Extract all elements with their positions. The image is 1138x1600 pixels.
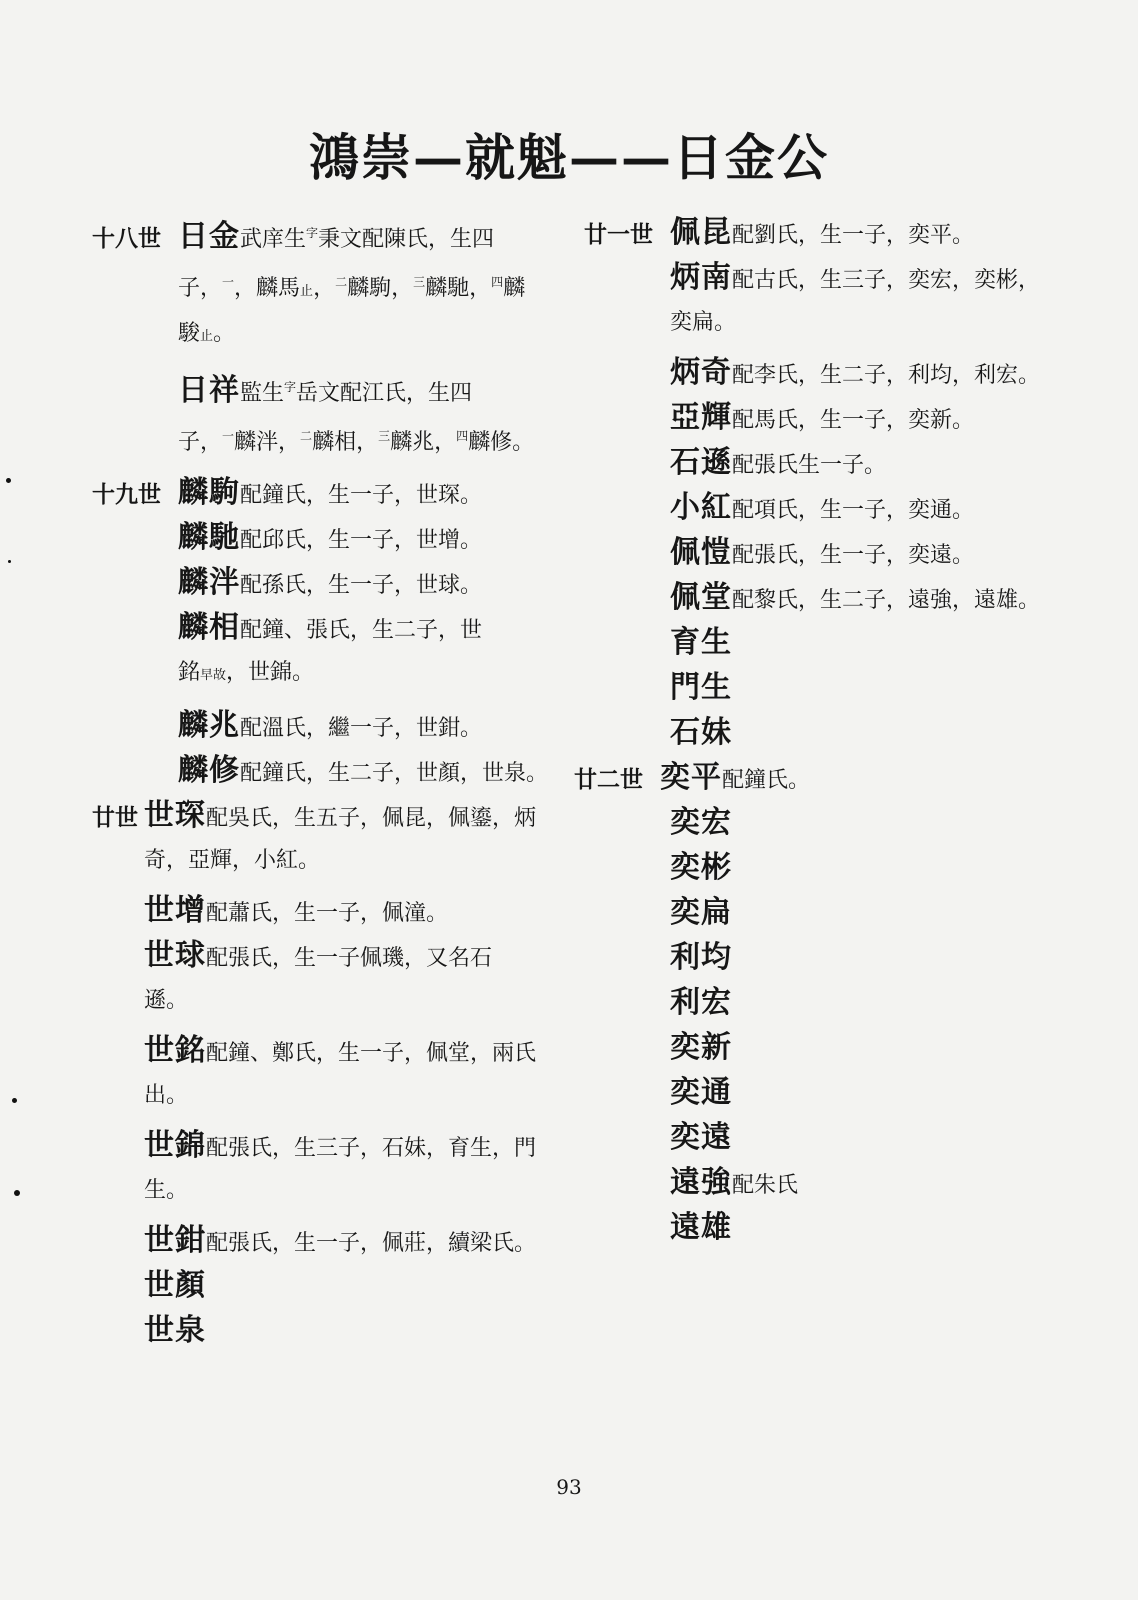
entry-text: 銘	[178, 660, 201, 685]
person-name-shiquan: 世泉	[144, 1313, 206, 1348]
person-name-rixiang: 日祥	[178, 373, 240, 408]
entry-text: 配黎氏，生二子，遠強，遠雄。	[732, 588, 1041, 613]
entry-linchi	[92, 517, 562, 562]
entry-text: 配李氏，生二子，利均，利宏。	[732, 363, 1041, 388]
entry-shijin	[92, 1125, 562, 1212]
person-name-yahui: 亞輝	[670, 400, 732, 435]
order-number: 四	[491, 275, 504, 289]
page-number: 93	[556, 1475, 582, 1499]
entry-text: 配朱氏	[732, 1173, 799, 1198]
person-name-yibian: 奕扁	[670, 895, 732, 930]
entry-text: ，	[313, 276, 336, 301]
order-number: 四	[456, 429, 469, 443]
scan-speck	[8, 560, 11, 563]
person-name-peiqi: 佩愷	[670, 535, 732, 570]
entry-text: 配張氏，生一子，佩莊，續梁氏。	[206, 1231, 537, 1256]
entry-text: 配邱氏，生一子，世增。	[240, 528, 483, 553]
entry-text: 岳文配江氏，生四	[296, 381, 473, 406]
entry-text: 。	[213, 321, 236, 346]
person-name-rijin: 日金	[178, 219, 240, 254]
entry-text: 麟相，	[312, 430, 379, 455]
right-column	[574, 212, 1084, 1252]
entry-text: 奕扁。	[670, 310, 737, 335]
entry-text: 秉文配陳氏，生四	[318, 227, 495, 252]
entry-text: 配溫氏，繼一子，世鉗。	[240, 716, 483, 741]
person-name-linju: 麟駒	[178, 475, 240, 510]
entry-text: 配張氏，生一子，奕遠。	[732, 543, 975, 568]
entry-text: 配蕭氏，生一子，佩潼。	[206, 901, 449, 926]
person-name-shichen: 世琛	[144, 798, 206, 833]
person-name-shijin: 世錦	[144, 1128, 206, 1163]
person-name-lijun: 利均	[670, 940, 732, 975]
generation-label-20: 廿世	[92, 804, 138, 831]
person-name-mensheng: 門生	[670, 670, 732, 705]
entry-text: 麟	[503, 276, 526, 301]
entry-text: 出。	[144, 1083, 189, 1108]
entry-yiyuan	[584, 1117, 1084, 1162]
entry-shizeng	[92, 890, 562, 935]
scan-speck	[6, 478, 11, 483]
entry-yiping	[574, 757, 1084, 802]
entry-yibian	[584, 892, 1084, 937]
person-name-yitong: 奕通	[670, 1075, 732, 1110]
entry-rijin	[92, 212, 562, 358]
person-name-shiqiu: 世球	[144, 938, 206, 973]
entry-shiyan	[92, 1265, 562, 1310]
entry-text: 配古氏，生三子，奕宏，奕彬，	[732, 268, 1041, 293]
order-number: 一	[222, 275, 235, 289]
entry-text: 配張氏生一子。	[732, 453, 887, 478]
entry-text: ，麟馬	[234, 276, 301, 301]
person-name-yiyuan: 奕遠	[670, 1120, 732, 1155]
person-name-yuanqiang: 遠強	[670, 1165, 732, 1200]
entry-shimei	[584, 712, 1084, 757]
entry-text: ，世錦。	[226, 660, 315, 685]
person-name-shizeng: 世增	[144, 893, 206, 928]
entry-text: 配張氏，生一子佩璣，又名石	[206, 946, 493, 971]
person-name-shiming: 世銘	[144, 1033, 206, 1068]
entry-yuanxiong	[584, 1207, 1084, 1252]
entry-text: 配鐘氏，生二子，世顏，世泉。	[240, 761, 549, 786]
entry-yixin	[584, 1027, 1084, 1072]
generation-label-22: 廿二世	[574, 766, 643, 793]
entry-text: 配張氏，生三子，石妹，育生，門	[206, 1136, 537, 1161]
person-name-peikun: 佩昆	[670, 215, 732, 250]
entry-bingqi	[584, 352, 1084, 397]
entry-yahui	[584, 397, 1084, 442]
entry-text: 配項氏，生一子，奕通。	[732, 498, 975, 523]
entry-text: 麟駒，	[347, 276, 414, 301]
left-column	[92, 212, 562, 1355]
order-number: 一	[222, 429, 235, 443]
person-name-linpan: 麟泮	[178, 565, 240, 600]
entry-yibin	[584, 847, 1084, 892]
person-name-yuanxiong: 遠雄	[670, 1210, 732, 1245]
person-name-linxiu: 麟修	[178, 753, 240, 788]
order-number: 二	[335, 275, 348, 289]
entry-peikun	[584, 212, 1084, 257]
entry-text: 配馬氏，生一子，奕新。	[732, 408, 975, 433]
order-number: 三	[378, 429, 391, 443]
entry-yitong	[584, 1072, 1084, 1117]
generation-label-19: 十九世	[92, 481, 161, 508]
entry-text: 駿	[178, 321, 201, 346]
entry-text: 配鐘氏。	[722, 768, 811, 793]
entry-text: 麟泮，	[234, 430, 301, 455]
entry-text: 遜。	[144, 988, 189, 1013]
generation-label-18: 十八世	[92, 225, 161, 252]
entry-lihong	[584, 982, 1084, 1027]
person-name-shimei: 石妹	[670, 715, 732, 750]
person-name-shiqian: 世鉗	[144, 1223, 206, 1258]
entry-bingnan	[584, 257, 1084, 344]
annotation-zi: 字	[306, 226, 319, 240]
entry-text: 麟修。	[468, 430, 535, 455]
scan-speck	[14, 1190, 20, 1196]
entry-text: 配鐘、張氏，生二子，世	[240, 618, 483, 643]
entry-text: 麟馳，	[425, 276, 492, 301]
entry-shiming	[92, 1030, 562, 1117]
annotation-zi: 字	[284, 380, 297, 394]
entry-text: 武庠生	[240, 227, 307, 252]
entry-linxiang	[92, 607, 562, 697]
entry-text: 配鐘、鄭氏，生一子，佩堂，兩氏	[206, 1041, 537, 1066]
person-name-xiaohong: 小紅	[670, 490, 732, 525]
entry-peitang	[584, 577, 1084, 622]
person-name-lihong: 利宏	[670, 985, 732, 1020]
order-number: 三	[413, 275, 426, 289]
person-name-yusheng: 育生	[670, 625, 732, 660]
annotation-zhi: 止	[300, 284, 314, 299]
entry-yuanqiang	[584, 1162, 1084, 1207]
person-name-peitang: 佩堂	[670, 580, 732, 615]
entry-lijun	[584, 937, 1084, 982]
entry-shiqian	[92, 1220, 562, 1265]
entry-text: 配吳氏，生五子，佩昆，佩鎏，炳	[206, 806, 537, 831]
person-name-yixin: 奕新	[670, 1030, 732, 1065]
person-name-linxiang: 麟相	[178, 610, 240, 645]
entry-rixiang	[92, 366, 562, 464]
person-name-bingqi: 炳奇	[670, 355, 732, 390]
entry-text: 子，	[178, 430, 223, 455]
entry-shiqiu	[92, 935, 562, 1022]
order-number: 二	[300, 429, 313, 443]
entry-shixun	[584, 442, 1084, 487]
entry-linju	[92, 472, 562, 517]
annotation-early-death: 早故	[200, 668, 227, 683]
person-name-shiyan: 世顏	[144, 1268, 206, 1303]
scan-speck	[12, 1098, 17, 1103]
entry-text: 麟兆，	[390, 430, 457, 455]
entry-text: 配鐘氏，生一子，世琛。	[240, 483, 483, 508]
entry-yihong	[584, 802, 1084, 847]
entry-yusheng	[584, 622, 1084, 667]
person-name-yibin: 奕彬	[670, 850, 732, 885]
person-name-bingnan: 炳南	[670, 260, 732, 295]
person-name-yihong: 奕宏	[670, 805, 732, 840]
person-name-shixun: 石遜	[670, 445, 732, 480]
annotation-zhi: 止	[200, 329, 214, 344]
entry-xiaohong	[584, 487, 1084, 532]
entry-mensheng	[584, 667, 1084, 712]
entry-text: 配孫氏，生一子，世球。	[240, 573, 483, 598]
generation-label-21: 廿一世	[584, 221, 653, 248]
person-name-yiping: 奕平	[660, 760, 722, 795]
person-name-linchi: 麟馳	[178, 520, 240, 555]
entry-peiqi	[584, 532, 1084, 577]
entry-linpan	[92, 562, 562, 607]
entry-text: 生。	[144, 1178, 189, 1203]
entry-text: 配劉氏，生一子，奕平。	[732, 223, 975, 248]
entry-shiquan	[92, 1310, 562, 1355]
entry-text: 子，	[178, 276, 223, 301]
page-title: 鴻崇—就魁——日金公	[309, 128, 829, 187]
entry-linzhao	[92, 705, 562, 750]
entry-text: 監生	[240, 381, 285, 406]
entry-linxiu	[92, 750, 562, 795]
entry-text: 奇，亞輝，小紅。	[144, 848, 321, 873]
person-name-linzhao: 麟兆	[178, 708, 240, 743]
entry-shichen	[92, 795, 562, 882]
